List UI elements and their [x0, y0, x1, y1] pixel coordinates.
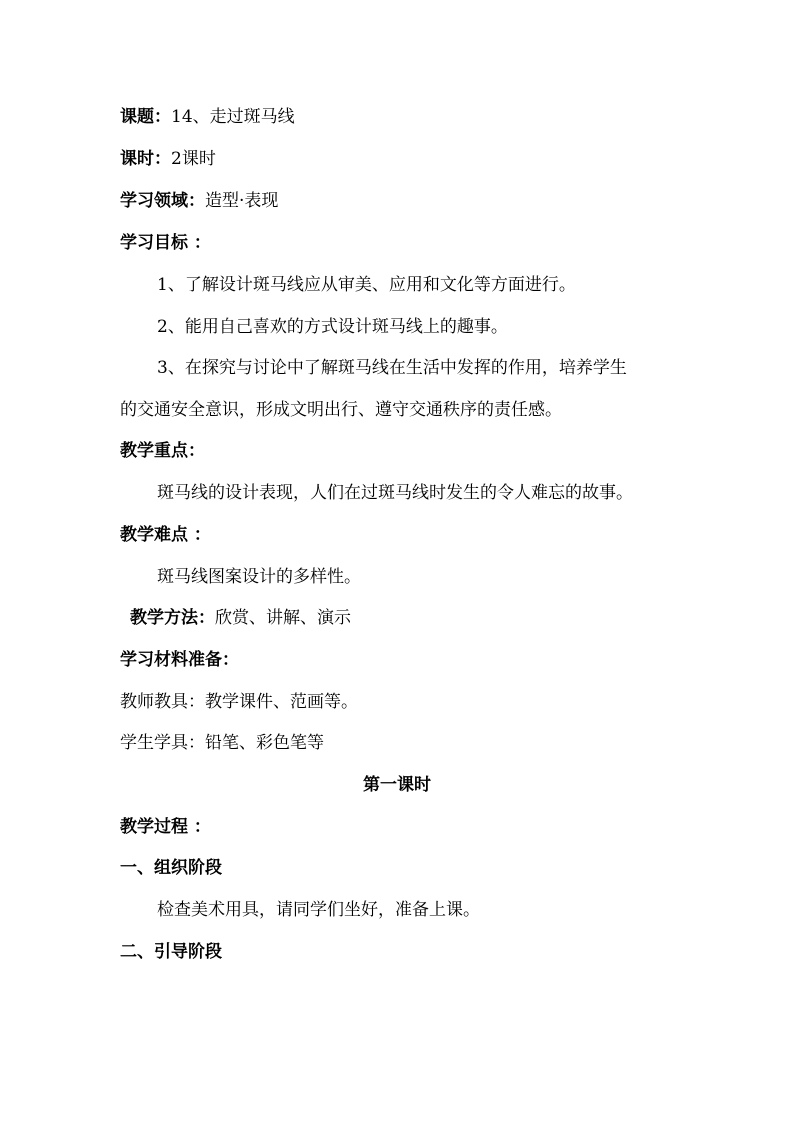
- section-one-text: 检查美术用具，请同学们坐好，准备上课。: [157, 900, 480, 920]
- lesson-hours-line: [120, 149, 216, 169]
- materials-heading: 学习材料准备：: [120, 650, 239, 670]
- lesson-topic-label: 课题：: [120, 107, 171, 127]
- goal-item-1: 1、了解设计斑马线应从审美、应用和文化等方面进行。: [157, 275, 576, 295]
- lesson-topic-value: 14、走过斑马线: [171, 107, 295, 127]
- goal-item-3: 3、在探究与讨论中了解斑马线在生活中发挥的作用，培养学生: [157, 358, 627, 378]
- first-lesson-heading: 第一课时: [363, 775, 431, 795]
- goal-item-3-continuation: 的交通安全意识，形成文明出行、遵守交通秩序的责任感。: [120, 400, 562, 420]
- teacher-materials-line: 教师教具：教学课件、范画等。: [120, 692, 358, 712]
- learning-domain-label: 学习领域：: [120, 191, 205, 211]
- teaching-process-heading: 教学过程 ：: [120, 817, 211, 837]
- lesson-hours-label: 课时：: [120, 149, 171, 169]
- learning-domain-value: 造型·表现: [205, 191, 279, 211]
- teaching-focus-heading: 教学重点：: [120, 441, 205, 461]
- teaching-method-value: 欣赏、讲解、演示: [215, 608, 351, 628]
- teaching-focus-text: 斑马线的设计表现，人们在过斑马线时发生的令人难忘的故事。: [157, 483, 633, 503]
- goal-item-2: 2、能用自己喜欢的方式设计斑马线上的趣事。: [157, 317, 508, 337]
- section-two-heading: 二、引导阶段: [120, 942, 222, 962]
- learning-domain-line: [120, 191, 278, 211]
- section-one-heading: 一、组织阶段: [120, 858, 222, 878]
- teaching-method-label: 教学方法：: [130, 608, 215, 628]
- teaching-difficulty-heading: 教学难点 ：: [120, 525, 211, 545]
- teaching-difficulty-text: 斑马线图案设计的多样性。: [157, 567, 361, 587]
- teaching-method-line: [130, 608, 351, 628]
- lesson-hours-value: 2课时: [171, 149, 216, 169]
- student-materials-line: 学生学具：铅笔、彩色笔等: [120, 733, 324, 753]
- learning-goals-heading: 学习目标 ：: [120, 233, 211, 253]
- lesson-topic-line: [120, 107, 295, 127]
